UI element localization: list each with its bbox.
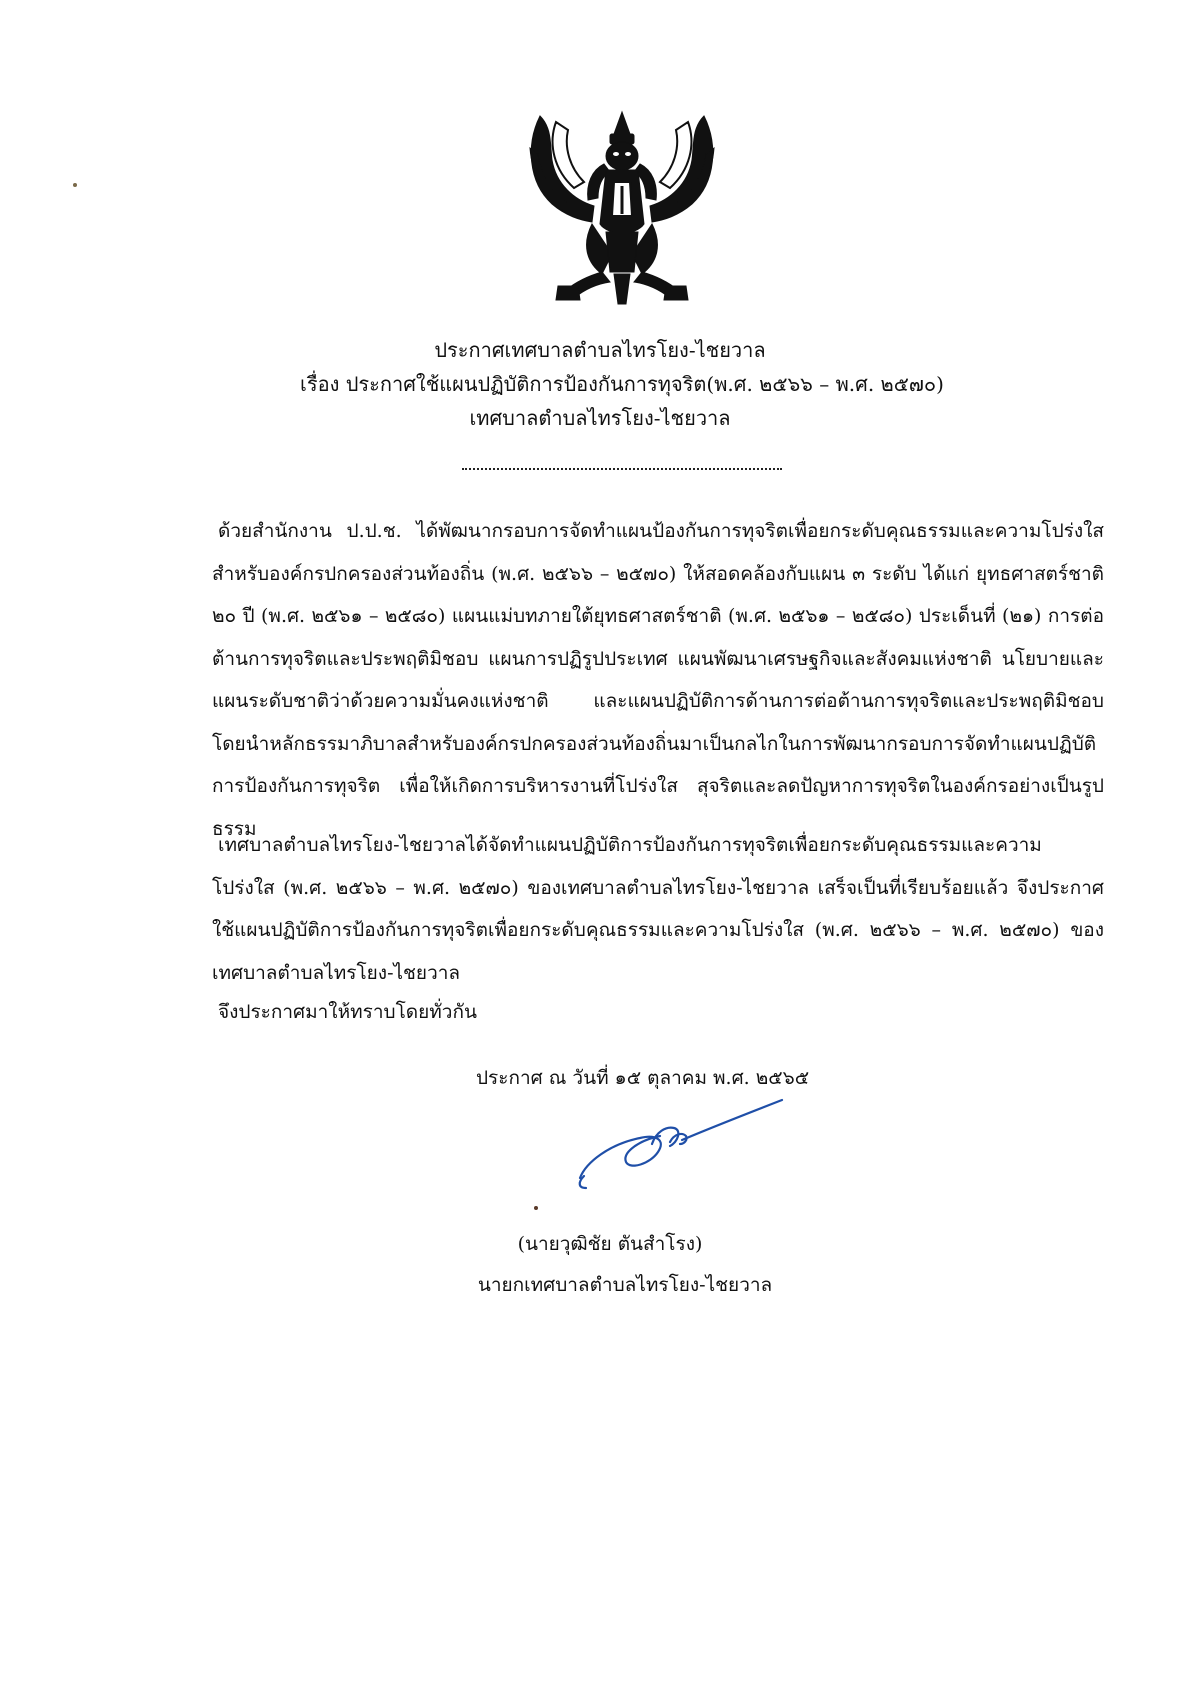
closing-statement: จึงประกาศมาให้ทราบโดยทั่วกัน [218,1001,477,1023]
signer-title: นายกเทศบาลตำบลไทรโยง-ไชยวาล [477,1274,773,1296]
handwritten-signature [570,1092,790,1192]
paper-speck [73,183,77,187]
organization-heading: เทศบาลตำบลไทรโยง-ไชยวาล [469,406,731,430]
issuer-heading: ประกาศเทศบาลตำบลไทรโยง-ไชยวาล [434,338,766,362]
body-paragraph-1 [212,510,1104,850]
dotted-divider [462,438,782,470]
body-paragraph-2 [212,824,1104,994]
announcement-date: ประกาศ ณ วันที่ ๑๕ ตุลาคม พ.ศ. ๒๕๖๕ [476,1067,810,1089]
paper-speck [534,1206,538,1210]
subject-heading: เรื่อง ประกาศใช้แผนปฏิบัติการป้องกันการทุจริต(พ.ศ. ๒๕๖๖ – พ.ศ. ๒๕๗๐) [300,372,944,396]
garuda-emblem-icon [522,104,722,308]
signer-name: (นายวุฒิชัย ตันสำโรง) [517,1233,703,1255]
paragraph-1-text: ด้วยสำนักงาน ป.ป.ช. ได้พัฒนากรอบการจัดทำแผนป้องกันการทุจริตเพื่อยกระดับคุณธรรมและความโปร่งใส สำหรับองค์กรปกครองส่วนท้องถิ่น (พ.ศ. ๒๕๖๖ – ๒๕๗๐) ให้สอดคล้องกับแผน ๓ ระดับ ได้แก่ ยุทธศาสตร์ชาติ ๒๐ ปี (พ.ศ. ๒๕๖๑ – ๒๕๘๐) แผนแม่บทภายใต้ยุทธศาสตร์ชาติ (พ.ศ. ๒๕๖๑ – ๒๕๘๐) ประเด็นที่ (๒๑) การต่อต้านการทุจริตและประพฤติมิชอบ แผนการปฏิรูปประเทศ แผนพัฒนาเศรษฐกิจและสังคมแห่งชาติ นโยบายและแผนระดับชาติว่าด้วยความมั่นคงแห่งชาติ และแผนปฏิบัติการด้านการต่อต้านการทุจริตและประพฤติมิชอบ โดยนำหลักธรรมาภิบาลสำหรับองค์กรปกครองส่วนท้องถิ่นมาเป็นกลไกในการพัฒนากรอบการจัดทำแผนปฏิบัติการป้องกันการทุจริต เพื่อให้เกิดการบริหารงานที่โปร่งใส สุจริตและลดปัญหาการทุจริตในองค์กรอย่างเป็นรูปธรรม [212,520,1104,840]
paragraph-2-text: เทศบาลตำบลไทรโยง-ไชยวาลได้จัดทำแผนปฏิบัติการป้องกันการทุจริตเพื่อยกระดับคุณธรรมและความโปร่งใส (พ.ศ. ๒๕๖๖ – พ.ศ. ๒๕๗๐) ของเทศบาลตำบลไทรโยง-ไชยวาล เสร็จเป็นที่เรียบร้อยแล้ว จึงประกาศใช้แผนปฏิบัติการป้องกันการทุจริตเพื่อยกระดับคุณธรรมและความโปร่งใส (พ.ศ. ๒๕๖๖ – พ.ศ. ๒๕๗๐) ของเทศบาลตำบลไทรโยง-ไชยวาล [212,834,1104,984]
